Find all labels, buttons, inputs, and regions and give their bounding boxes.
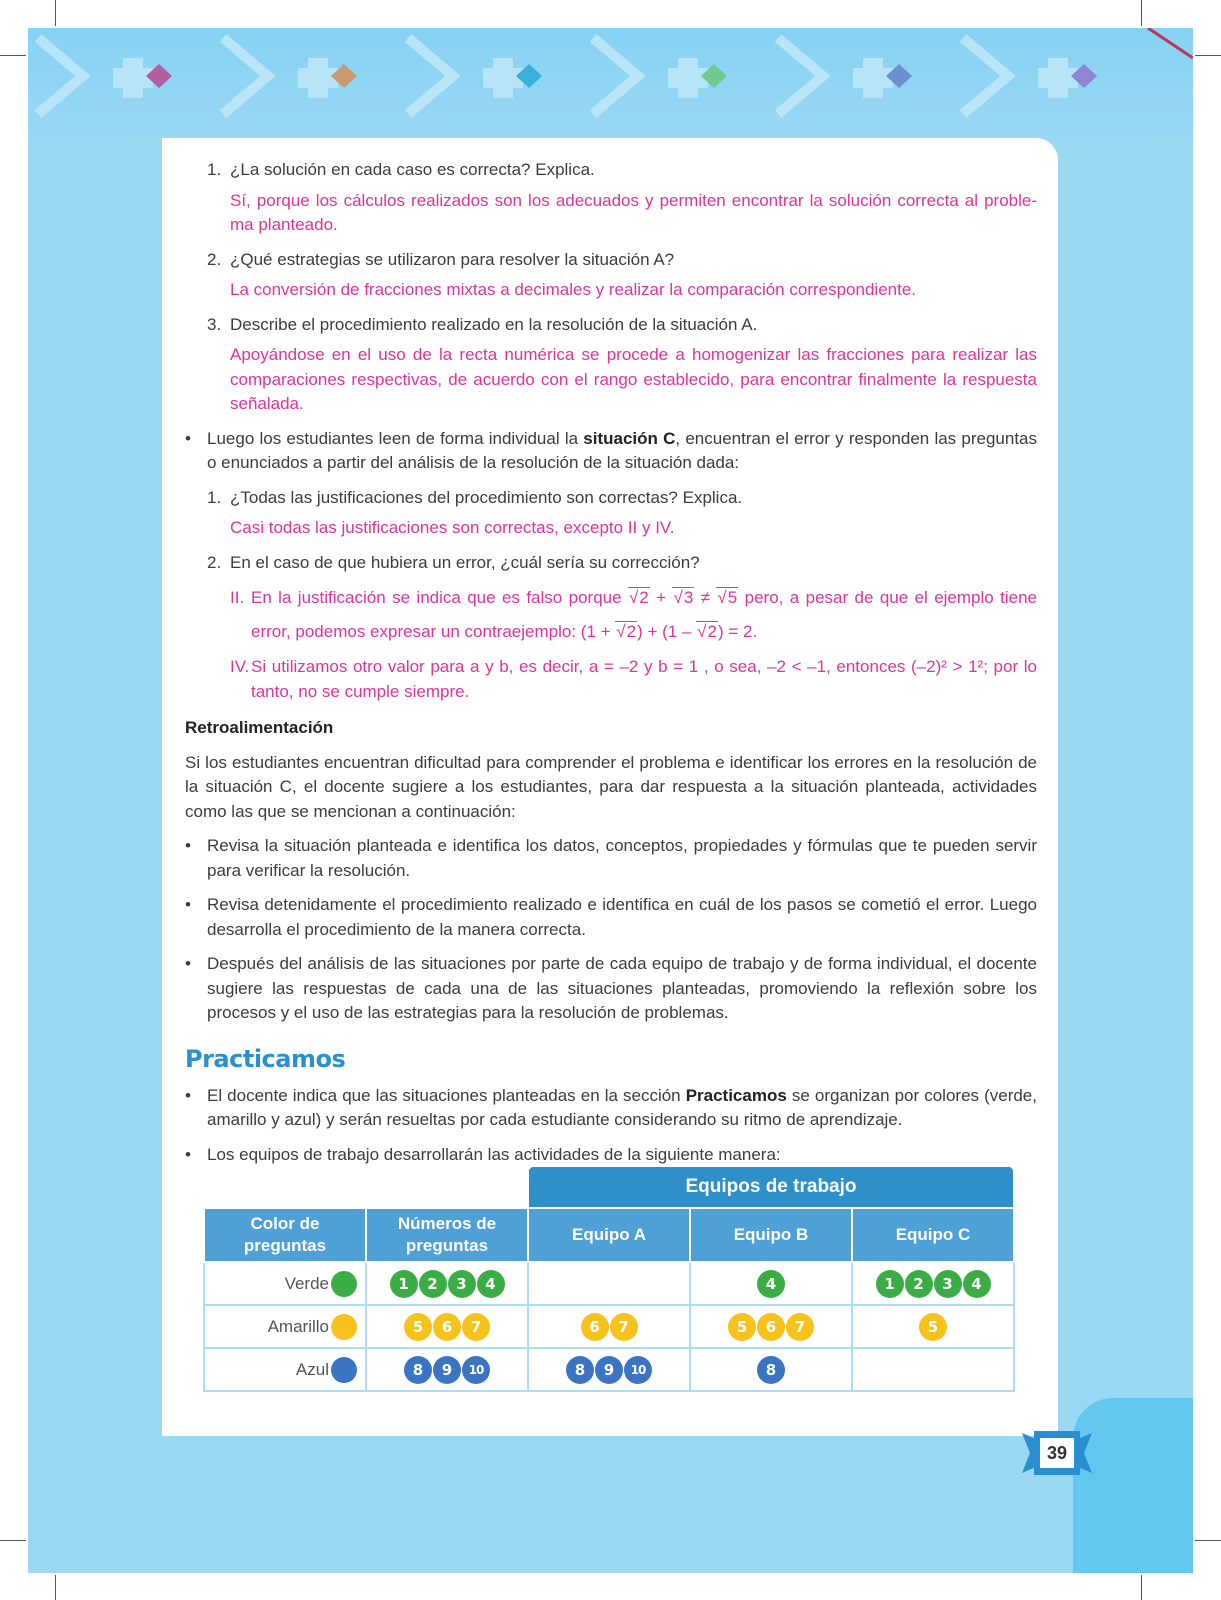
color-swatch xyxy=(331,1357,357,1383)
bullet-text: El docente indica que las situaciones planteadas en la sección xyxy=(207,1085,686,1105)
question-number-chip: 8 xyxy=(404,1356,432,1384)
crop-mark xyxy=(1195,1540,1221,1541)
question-chips-cell xyxy=(852,1305,1014,1348)
question-chips-cell xyxy=(366,1348,528,1391)
correction-text: ) + (1 – xyxy=(637,622,697,641)
question-chips-cell xyxy=(528,1305,690,1348)
color-label: Verde xyxy=(284,1273,329,1293)
teams-table xyxy=(203,1165,1015,1392)
retro-intro: Si los estudiantes encuentran dificultad para comprender el problema e identificar los errores en la resolución de la situación C, el docente sugiere a los estudiantes, para dar respuesta a la situación planteada, actividades como las que se mencionan a continuación: xyxy=(185,752,1037,821)
question-number-chip: 7 xyxy=(786,1313,814,1341)
question-number-chip: 8 xyxy=(566,1356,594,1384)
chip-group xyxy=(581,1313,638,1341)
question-chips-cell xyxy=(366,1305,528,1348)
header-numbers: Números de preguntas xyxy=(366,1208,528,1262)
question-chips-cell xyxy=(690,1262,852,1305)
chip-group xyxy=(876,1270,991,1298)
question-text: ¿La solución en cada caso es correcta? Explica. xyxy=(230,160,595,179)
header-color: Color de preguntas xyxy=(204,1208,366,1262)
sqrt-2: √ 2 xyxy=(696,621,718,641)
bullet-bold: Practicamos xyxy=(685,1085,787,1105)
chip-group xyxy=(757,1270,785,1298)
roman-numeral: II. xyxy=(230,588,245,607)
question-number-chip: 5 xyxy=(919,1313,947,1341)
table-body xyxy=(204,1262,1014,1391)
question-number: 1. xyxy=(207,487,222,507)
question-number-chip: 6 xyxy=(757,1313,785,1341)
sqrt-3: √ 3 xyxy=(672,587,694,607)
question-text: ¿Todas las justificaciones del procedimiento son correctas? Explica. xyxy=(230,487,743,507)
question-number-chip: 1 xyxy=(876,1270,904,1298)
chip-group xyxy=(404,1313,490,1341)
question-chips-cell xyxy=(852,1262,1014,1305)
crop-mark xyxy=(0,1540,26,1541)
question-number-chip: 1 xyxy=(390,1270,418,1298)
crop-mark xyxy=(55,0,56,26)
question-number: 2. xyxy=(207,552,222,572)
chip-group xyxy=(919,1313,947,1341)
correction-iv xyxy=(185,655,1037,704)
table-row xyxy=(204,1262,1014,1305)
practicamos-bullet xyxy=(185,1143,1037,1168)
retro-bullet xyxy=(185,952,1037,1026)
decorative-header-band xyxy=(28,28,1193,138)
header-equipo-a: Equipo A xyxy=(528,1208,690,1262)
question-number-chip: 9 xyxy=(595,1356,623,1384)
color-label: Amarillo xyxy=(267,1316,329,1336)
question-a-1 xyxy=(185,158,1037,183)
bullet-dot: • xyxy=(185,1144,191,1164)
correction-text: ) = 2. xyxy=(717,622,758,641)
question-number-chip: 3 xyxy=(448,1270,476,1298)
question-chips-cell xyxy=(366,1262,528,1305)
header-pattern xyxy=(28,28,1193,138)
question-number: 2. xyxy=(207,249,222,269)
correction-text: Si utilizamos otro valor para a y b, es decir, a = –2 y b = 1 , o sea, –2 < –1, entonces (–2)² > 1²; por lo tanto, no se cumple siempre. xyxy=(251,657,1037,701)
roman-numeral: IV. xyxy=(230,657,250,676)
question-number-chip: 4 xyxy=(477,1270,505,1298)
color-label: Azul xyxy=(295,1359,329,1379)
chip-group xyxy=(390,1270,505,1298)
color-cell xyxy=(204,1262,366,1305)
retro-bullet xyxy=(185,834,1037,883)
header-equipo-c: Equipo C xyxy=(852,1208,1014,1262)
question-number: 1. xyxy=(207,160,222,179)
bullet-bold: situación C xyxy=(583,428,676,448)
question-chips-cell xyxy=(852,1348,1014,1391)
question-a-2 xyxy=(185,248,1037,273)
question-number-chip: 10 xyxy=(624,1356,652,1384)
bullet-dot: • xyxy=(185,428,191,448)
question-number: 3. xyxy=(207,314,222,334)
table-blank xyxy=(204,1166,528,1208)
question-number-chip: 2 xyxy=(905,1270,933,1298)
question-number-chip: 4 xyxy=(963,1270,991,1298)
crop-mark xyxy=(1141,0,1142,26)
crop-mark xyxy=(1141,1575,1142,1600)
correction-ii xyxy=(185,581,1037,649)
question-number-chip: 6 xyxy=(433,1313,461,1341)
chip-group xyxy=(566,1356,652,1384)
retro-bullet xyxy=(185,893,1037,942)
bullet-text: , encuentran el error y responden las preguntas o enunciados a partir del análisis de la resolución de la situación dada: xyxy=(207,428,1037,472)
question-number-chip: 6 xyxy=(581,1313,609,1341)
crop-mark xyxy=(55,1575,56,1600)
question-number-chip: 10 xyxy=(462,1356,490,1384)
header-equipo-b: Equipo B xyxy=(690,1208,852,1262)
crop-mark xyxy=(0,55,26,56)
question-number-chip: 4 xyxy=(757,1270,785,1298)
practicamos-heading: Practicamos xyxy=(185,1044,346,1073)
question-number-chip: 2 xyxy=(419,1270,447,1298)
practicamos-bullet xyxy=(185,1084,1037,1133)
sqrt-2: √ 2 xyxy=(615,621,637,641)
question-number-chip: 5 xyxy=(404,1313,432,1341)
bullet-text: Los equipos de trabajo desarrollarán las actividades de la siguiente manera: xyxy=(207,1144,781,1164)
question-number-chip: 8 xyxy=(757,1356,785,1384)
chip-group xyxy=(757,1356,785,1384)
question-text: ¿Qué estrategias se utilizaron para resolver la situación A? xyxy=(230,249,675,269)
main-text xyxy=(185,158,1037,1167)
page-number: 39 xyxy=(1040,1438,1074,1468)
question-a-3 xyxy=(185,313,1037,338)
bullet-situacion-c xyxy=(185,427,1037,476)
color-cell xyxy=(204,1348,366,1391)
bullet-text: Luego los estudiantes leen de forma individual la xyxy=(207,428,584,448)
operator: + xyxy=(649,588,673,607)
bullet-dot: • xyxy=(185,895,191,914)
bullet-text: Revisa detenidamente el procedimiento realizado e identifica en cuál de los pasos se cometió el error. Luego desarrolla el procedimiento de la manera correcta. xyxy=(207,895,1037,939)
retro-heading: Retroalimentación xyxy=(185,718,334,737)
question-c-1 xyxy=(185,486,1037,511)
question-text: En el caso de que hubiera un error, ¿cuál sería su corrección? xyxy=(230,552,700,572)
question-chips-cell xyxy=(528,1348,690,1391)
table-row xyxy=(204,1348,1014,1391)
color-swatch xyxy=(331,1314,357,1340)
bullet-dot: • xyxy=(185,836,191,855)
answer-a-3: Apoyándose en el uso de la recta numérica se procede a homogenizar las fracciones para realizar las comparaciones respectivas, de acuerdo con el rango establecido, para encontrar finalmente la respuesta señalada. xyxy=(230,345,1037,413)
question-number-chip: 3 xyxy=(934,1270,962,1298)
bullet-dot: • xyxy=(185,1085,191,1105)
answer-c-1: Casi todas las justificaciones son correctas, excepto II y IV. xyxy=(230,518,675,537)
color-swatch xyxy=(331,1271,357,1297)
page-number-badge xyxy=(1022,1425,1092,1481)
sqrt-5: √ 5 xyxy=(716,587,738,607)
question-chips-cell xyxy=(690,1305,852,1348)
color-cell xyxy=(204,1305,366,1348)
bullet-text: se organizan por colores (verde, amarillo y azul) y serán resueltas por cada estudiante considerando su ritmo de aprendizaje. xyxy=(207,1085,1037,1129)
question-number-chip: 7 xyxy=(462,1313,490,1341)
bullet-text: Después del análisis de las situaciones por parte de cada equipo de trabajo y de forma individual, el docente sugiere las respuestas de cada una de las situaciones planteadas, promoviendo la reflexión sobre los procesos y el uso de las estrategias para la resolución de problemas. xyxy=(207,954,1037,1022)
question-text: Describe el procedimiento realizado en la resolución de la situación A. xyxy=(230,314,758,334)
question-c-2 xyxy=(185,551,1037,576)
correction-text: En la justificación se indica que es falso porque xyxy=(251,588,628,607)
crop-mark xyxy=(1195,55,1221,56)
answer-a-1: Sí, porque los cálculos realizados son los adecuados y permiten encontrar la solución correcta al proble-ma planteado. xyxy=(230,190,1037,234)
answer-a-2: La conversión de fracciones mixtas a decimales y realizar la comparación correspondiente. xyxy=(230,280,917,299)
chip-group xyxy=(728,1313,814,1341)
question-number-chip: 9 xyxy=(433,1356,461,1384)
operator: ≠ xyxy=(694,588,717,607)
question-chips-cell xyxy=(528,1262,690,1305)
group-header: Equipos de trabajo xyxy=(528,1166,1014,1208)
table-row xyxy=(204,1305,1014,1348)
bullet-text: Revisa la situación planteada e identifica los datos, conceptos, propiedades y fórmulas que te pueden servir para verificar la resolución. xyxy=(207,836,1037,880)
sqrt-2: √ 2 xyxy=(628,587,650,607)
chip-group xyxy=(404,1356,490,1384)
question-number-chip: 5 xyxy=(728,1313,756,1341)
correction-text: pero, a pesar de que el ejemplo tiene error, podemos expresar un contraejemplo: (1 + xyxy=(251,588,1037,641)
question-chips-cell xyxy=(690,1348,852,1391)
bullet-dot: • xyxy=(185,954,191,973)
question-number-chip: 7 xyxy=(610,1313,638,1341)
